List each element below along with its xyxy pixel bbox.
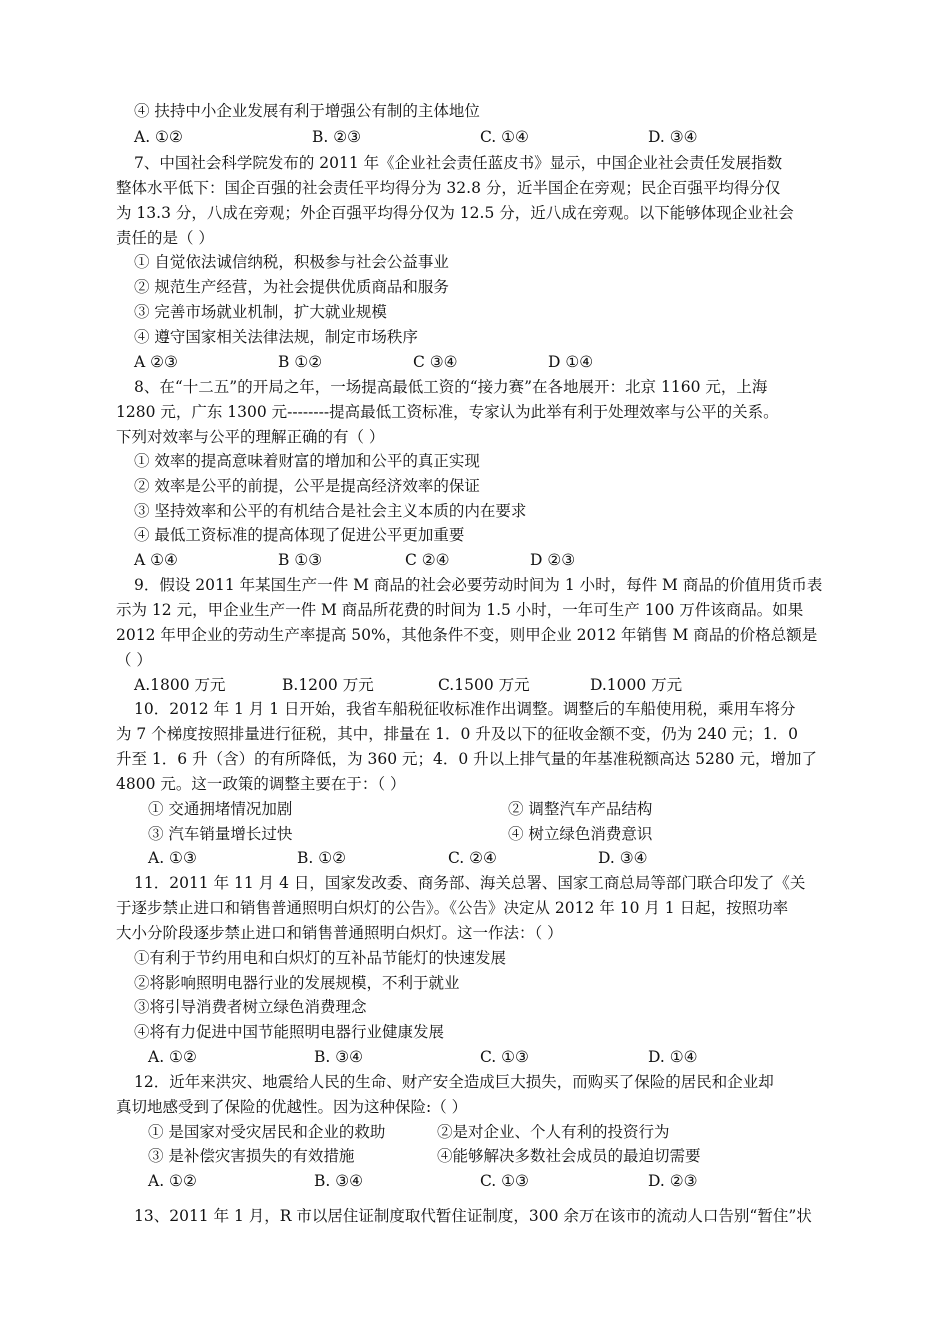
q10-stem-line-2: 为 7 个梯度按照排量进行征税，其中，排量在 1．0 升及以下的征收金额不变，仍为 240 元；1．0 [116,725,798,743]
q12-statement-2: ②是对企业、个人有利的投资行为 [437,1123,670,1141]
q7-statement-1: ① 自觉依法诚信纳税，积极参与社会公益事业 [134,253,449,271]
q10-stem-line-4: 4800 元。这一政策的调整主要在于：（ ） [116,775,406,793]
q7-statement-3: ③ 完善市场就业机制，扩大就业规模 [134,303,387,321]
q11-statement-2: ②将影响照明电器行业的发展规模，不利于就业 [134,974,460,992]
q7-stem-line-1: 7、中国社会科学院发布的 2011 年《企业社会责任蓝皮书》显示，中国企业社会责任发展指数 [134,154,783,172]
q9-stem-line-1: 9．假设 2011 年某国生产一件 M 商品的社会必要劳动时间为 1 小时，每件 M 商品的价值用货币表 [134,576,823,594]
q11-option-a: A. ①② [148,1048,197,1066]
q8-option-c: C ②④ [405,551,450,569]
q7-option-b: B ①② [278,353,323,371]
q12-statement-1: ① 是国家对受灾居民和企业的救助 [148,1123,386,1141]
q7-stem-line-4: 责任的是（ ） [116,229,214,247]
q7-option-d: D ①④ [548,353,594,371]
q7-statement-4: ④ 遵守国家相关法律法规，制定市场秩序 [134,328,418,346]
q8-stem-line-1: 8、在“十二五”的开局之年，一场提高最低工资的“接力赛”在各地展开：北京 1160 元，上海 [134,378,768,396]
q11-statement-4: ④将有力促进中国节能照明电器行业健康发展 [134,1023,445,1041]
q8-stem-line-3: 下列对效率与公平的理解正确的有（ ） [116,428,385,446]
q11-statement-3: ③将引导消费者树立绿色消费理念 [134,998,367,1016]
q6-statement-4: ④ 扶持中小企业发展有利于增强公有制的主体地位 [134,102,480,120]
q6-option-a: A. ①② [134,128,183,146]
q10-statement-1: ① 交通拥堵情况加剧 [148,800,293,818]
q10-statement-3: ③ 汽车销量增长过快 [148,825,293,843]
q8-statement-1: ① 效率的提高意味着财富的增加和公平的真正实现 [134,452,480,470]
q7-stem-line-3: 为 13.3 分，八成在旁观；外企百强平均得分仅为 12.5 分，近八成在旁观。以下能够体现企业社会 [116,204,794,222]
q10-option-c: C. ②④ [448,849,497,867]
q8-stem-line-2: 1280 元，广东 1300 元--------提高最低工资标准，专家认为此举有利于处理效率与公平的关系。 [116,403,779,421]
q9-stem-line-3: 2012 年甲企业的劳动生产率提高 50%，其他条件不变，则甲企业 2012 年销售 M 商品的价格总额是 [116,626,818,644]
q7-stem-line-2: 整体水平低下：国企百强的社会责任平均得分为 32.8 分，近半国企在旁观；民企百强平均得分仅 [116,179,781,197]
q10-option-d: D. ③④ [598,849,648,867]
q11-statement-1: ①有利于节约用电和白炽灯的互补品节能灯的快速发展 [134,949,507,967]
q11-stem-line-1: 11．2011 年 11 月 4 日，国家发改委、商务部、海关总署、国家工商总局等部门联合印发了《关 [134,874,806,892]
q13-stem-line-1: 13、2011 年 1 月，R 市以居住证制度取代暂住证制度，300 余万在该市的流动人口告别“暂住”状 [134,1207,812,1225]
q11-option-d: D. ①④ [648,1048,698,1066]
q10-stem-line-3: 升至 1．6 升（含）的有所降低，为 360 元；4．0 升以上排气量的年基准税额高达 5280 元，增加了 [116,750,817,768]
q7-option-c: C ③④ [413,353,458,371]
q9-option-d: D.1000 万元 [590,676,683,694]
q12-statement-4: ④能够解决多数社会成员的最迫切需要 [437,1147,701,1165]
q8-statement-3: ③ 坚持效率和公平的有机结合是社会主义本质的内在要求 [134,502,527,520]
q12-option-d: D. ②③ [648,1172,698,1190]
q12-option-b: B. ③④ [314,1172,364,1190]
q11-option-c: C. ①③ [480,1048,529,1066]
q10-statement-4: ④ 树立绿色消费意识 [508,825,653,843]
q8-option-d: D ②③ [530,551,576,569]
q12-option-c: C. ①③ [480,1172,529,1190]
q7-statement-2: ② 规范生产经营，为社会提供优质商品和服务 [134,278,449,296]
q12-option-a: A. ①② [148,1172,197,1190]
q12-stem-line-2: 真切地感受到了保险的优越性。因为这种保险:（ ） [116,1098,468,1116]
q9-option-b: B.1200 万元 [282,676,374,694]
q10-stem-line-1: 10．2012 年 1 月 1 日开始，我省车船税征收标准作出调整。调整后的车船使用税，乘用车将分 [134,700,796,718]
q8-option-a: A ①④ [134,551,178,569]
q8-option-b: B ①③ [278,551,323,569]
q7-option-a: A ②③ [134,353,178,371]
q9-option-c: C.1500 万元 [438,676,530,694]
q6-option-b: B. ②③ [312,128,362,146]
q12-statement-3: ③ 是补偿灾害损失的有效措施 [148,1147,355,1165]
q10-statement-2: ② 调整汽车产品结构 [508,800,653,818]
q10-option-a: A. ①③ [148,849,197,867]
q6-option-c: C. ①④ [480,128,529,146]
q10-option-b: B. ①② [297,849,347,867]
q6-option-d: D. ③④ [648,128,698,146]
q8-statement-2: ② 效率是公平的前提，公平是提高经济效率的保证 [134,477,480,495]
q11-option-b: B. ③④ [314,1048,364,1066]
q9-stem-line-2: 示为 12 元，甲企业生产一件 M 商品所花费的时间为 1.5 小时，一年可生产 100 万件该商品。如果 [116,601,804,619]
q9-stem-line-4: （ ） [116,651,152,669]
q12-stem-line-1: 12．近年来洪灾、地震给人民的生命、财产安全造成巨大损失，而购买了保险的居民和企业却 [134,1073,774,1091]
q11-stem-line-3: 大小分阶段逐步禁止进口和销售普通照明白炽灯。这一作法：（ ） [116,924,563,942]
q11-stem-line-2: 于逐步禁止进口和销售普通照明白炽灯的公告》。《公告》决定从 2012 年 10 月 1 日起，按照功率 [116,899,789,917]
q8-statement-4: ④ 最低工资标准的提高体现了促进公平更加重要 [134,526,465,544]
q9-option-a: A.1800 万元 [134,676,226,694]
